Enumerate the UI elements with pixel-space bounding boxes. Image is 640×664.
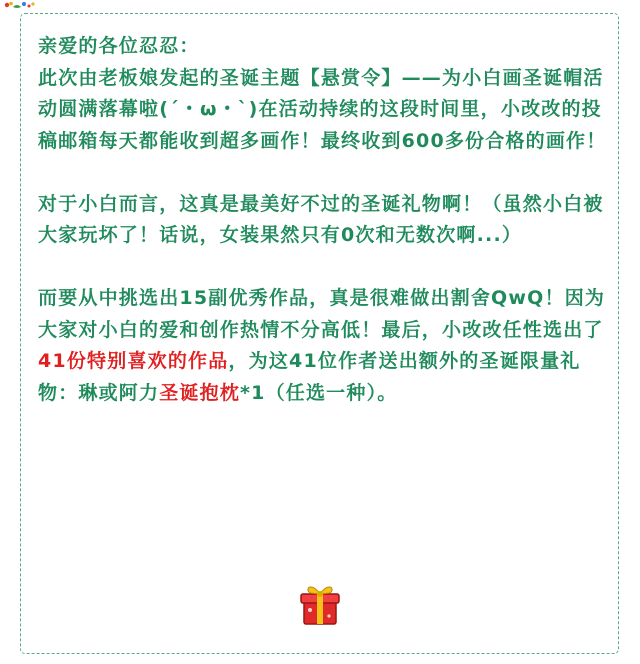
paragraph-prizes: [38, 283, 613, 409]
prizes-text-b: ，为这41位作者送出额外的圣诞限量礼物：琳或阿力: [38, 350, 581, 404]
highlight-special-works: 41份特别喜欢的作品: [38, 350, 229, 372]
paragraph-reaction: 对于小白而言，这真是最美好不过的圣诞礼物啊！（虽然小白被大家玩坏了！话说，女装果然只有0次和无数次啊...）: [38, 192, 604, 246]
paragraph-summary: 此次由老板娘发起的圣诞主题【悬赏令】——为小白画圣诞帽活动圆满落幕啦(´・ω・`)在活动持续的这段时间里，小改改的投稿邮箱每天都能收到超多画作！最终收到600多份合格的画作！: [38, 66, 607, 152]
letter-body: [38, 31, 613, 409]
prizes-text-c: *1（任选一种）。: [240, 381, 398, 404]
holly-ornament-icon: [2, 0, 42, 14]
greeting-line: 亲爱的各位忍忍：: [38, 35, 200, 57]
prizes-text-a: 而要从中挑选出15副优秀作品，真是很难做出割舍QwQ！因为大家对小白的爱和创作热情不分高低！最后，小改改任性选出了: [38, 287, 606, 341]
highlight-christmas-pillow: 圣诞抱枕: [159, 381, 241, 404]
gift-box-icon: [296, 580, 344, 628]
